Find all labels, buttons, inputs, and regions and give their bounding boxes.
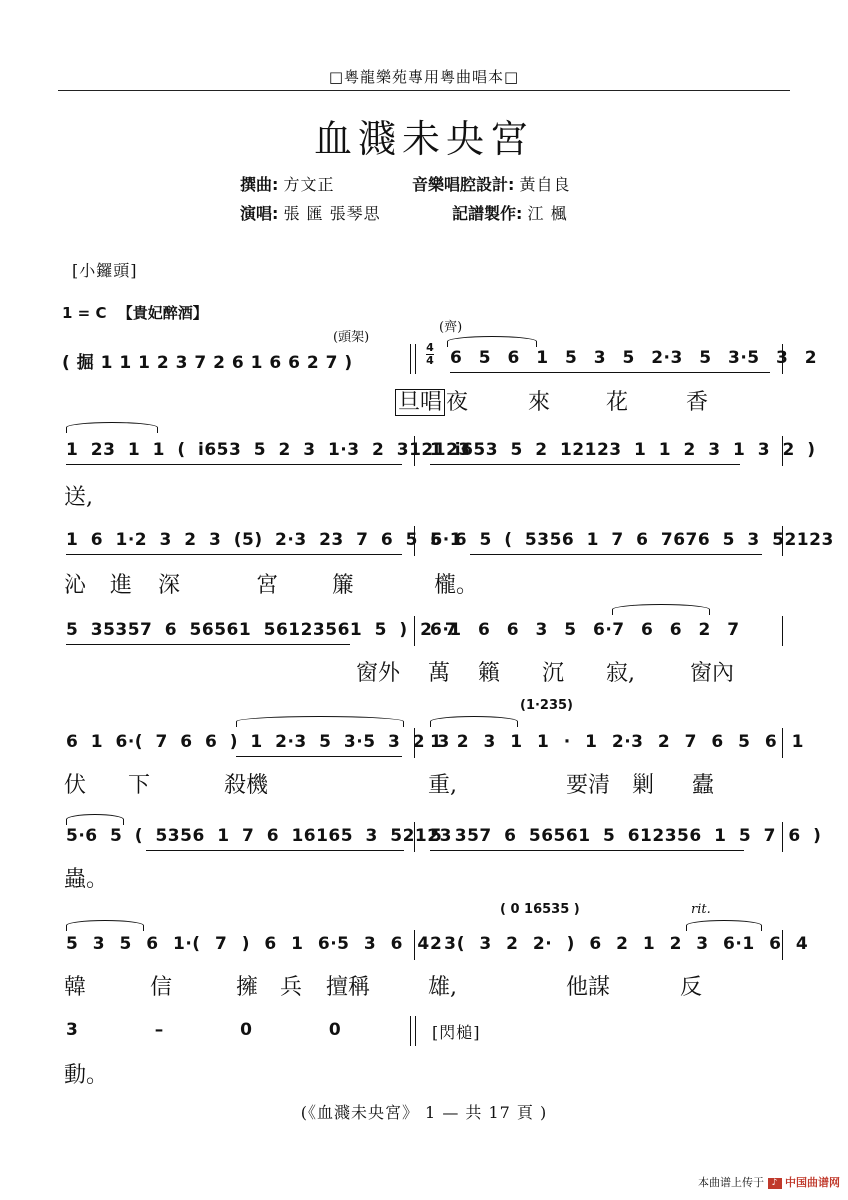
lyric: 擅稱 xyxy=(326,975,371,1000)
system-4-notes-b: 6·1 6 6 3 5 6·7 6 6 2 7 xyxy=(430,620,740,640)
end-marker: [閃槌] xyxy=(432,1023,481,1042)
singers-names: 張 匯 張琴思 xyxy=(283,204,381,223)
lyric: 萬 xyxy=(428,661,451,686)
lyric: 信 xyxy=(150,975,173,1000)
lyric: 籟 xyxy=(478,661,501,686)
barline xyxy=(782,436,783,466)
lyric: 擁 xyxy=(236,975,259,1000)
lyric: 來 xyxy=(528,390,551,415)
notation-name: 江 楓 xyxy=(527,204,568,223)
system-6-notes-b: 5 357 6 56561 5 612356 1 5 7 6 ) xyxy=(430,826,822,846)
lyric: 反 xyxy=(680,975,703,1000)
slur xyxy=(236,716,404,727)
key-signature xyxy=(62,302,208,323)
underline xyxy=(430,850,744,851)
notation-label: 記譜製作: xyxy=(452,204,523,223)
underline xyxy=(470,554,762,555)
lyric: 窗外 xyxy=(356,661,401,686)
slur xyxy=(66,920,144,931)
lyric: 宮 xyxy=(256,573,279,598)
lyric: 重, xyxy=(428,773,457,798)
composer-name: 方文正 xyxy=(283,175,335,194)
barline xyxy=(782,616,783,646)
underline xyxy=(450,372,770,373)
upload-text: 本曲谱上传于 xyxy=(698,1176,764,1189)
lyric: 蟲。 xyxy=(64,867,109,892)
system-8-notes: 3 – 0 0 xyxy=(66,1020,342,1040)
composer-credit xyxy=(240,172,335,195)
slur xyxy=(430,716,518,727)
lyric: 送, xyxy=(64,485,93,510)
series-title: □粵龍樂苑專用粵曲唱本□ xyxy=(328,68,520,86)
time-signature-top: 4 xyxy=(426,341,434,354)
vocal-design-credit xyxy=(412,172,571,195)
role-marker-label: 旦唱 xyxy=(395,389,445,416)
singers-credit xyxy=(240,201,381,224)
slur xyxy=(66,422,158,433)
page-title: 血濺未央宮 xyxy=(313,117,534,161)
site-name: 中国曲谱网 xyxy=(785,1176,840,1189)
underline xyxy=(66,644,350,645)
barline xyxy=(782,822,783,852)
lyric: 花 xyxy=(606,390,629,415)
barline xyxy=(414,930,415,960)
system-7-notes-b: 2 ( 3 2 2· ) 6 2 1 2 3 6·1 6 4 xyxy=(430,934,809,954)
lyric: 要清 xyxy=(566,773,611,798)
lyric: 蠹 xyxy=(692,773,715,798)
barline xyxy=(414,616,415,646)
key-label: 1 = C xyxy=(62,304,107,322)
time-signature xyxy=(426,342,434,367)
lyric: 雄, xyxy=(428,975,457,1000)
system-1-notes-b: 6 5 6 1 5 3 5 2·3 5 3·5 3 2 xyxy=(450,348,818,368)
singers-label: 演唱: xyxy=(240,204,279,223)
underline xyxy=(146,850,404,851)
system-7-notes-a: 5 3 5 6 1·( 7 ) 6 1 6·5 3 6 4 3 xyxy=(66,934,457,954)
system-2-notes-b: 1 i653 5 2 12123 1 1 2 3 1 3 2 ) xyxy=(430,440,816,460)
barline xyxy=(414,822,415,852)
role-marker xyxy=(395,385,445,416)
lyric: 兵 xyxy=(280,975,303,1000)
lyric: 窗內 xyxy=(690,661,735,686)
system-6-notes-a: 5·6 5 ( 5356 1 7 6 16165 3 52123 xyxy=(66,826,452,846)
barline xyxy=(782,526,783,556)
slur xyxy=(447,336,537,347)
tune-name: 【貴妃醉酒】 xyxy=(117,304,208,322)
lyric: 沁 xyxy=(64,573,87,598)
lyric: 香 xyxy=(686,390,709,415)
lyric: 深 xyxy=(158,573,181,598)
site-logo-icon: ♪ xyxy=(768,1178,782,1189)
double-barline xyxy=(410,344,416,374)
slur xyxy=(612,604,710,615)
lyric: 下 xyxy=(128,773,151,798)
site-credit xyxy=(698,1174,840,1190)
lyric: 進 xyxy=(110,573,133,598)
barline xyxy=(782,344,783,374)
system-5-notes-a: 6 1 6·( 7 6 6 ) 1 2·3 5 3·5 3 2 3 xyxy=(66,732,450,752)
page-footer: (《血濺未央宮》 1 — 共 17 頁 ) xyxy=(300,1103,548,1122)
underline xyxy=(430,464,740,465)
lyric: 殺機 xyxy=(224,773,269,798)
lyric: 沉 xyxy=(542,661,565,686)
lyric: 夜 xyxy=(446,390,469,415)
underline xyxy=(66,554,402,555)
system-5-notes-b: 1 2 3 1 1 · 1 2·3 2 7 6 5 6 1 xyxy=(430,732,804,752)
time-signature-bottom: 4 xyxy=(426,354,434,367)
annotation-grace: (1·235) xyxy=(520,698,574,713)
lyric: 伏 xyxy=(64,773,87,798)
annotation-grace: ( 0 16535 ) xyxy=(500,902,580,917)
notation-credit xyxy=(452,201,568,224)
annotation-qi: (齊) xyxy=(439,320,463,335)
double-barline xyxy=(410,1016,416,1046)
lyric: 韓 xyxy=(64,975,87,1000)
system-1-notes-a: ( 掘 1 1 1 2 3 7 2 6 1 6 6 2 7 ) xyxy=(62,353,353,373)
composer-label: 撰曲: xyxy=(240,175,279,194)
underline xyxy=(236,756,402,757)
system-4-notes-a: 5 35357 6 56561 56123561 5 ) 2 7 xyxy=(66,620,458,640)
vocal-design-label: 音樂唱腔設計: xyxy=(412,175,515,194)
ritardando-mark: rit. xyxy=(691,902,711,917)
intro-marker: [小鑼頭] xyxy=(72,261,138,280)
lyric: 剿 xyxy=(632,773,655,798)
vocal-design-name: 黃自良 xyxy=(519,175,571,194)
lyric: 動。 xyxy=(64,1063,109,1088)
barline xyxy=(414,526,415,556)
underline xyxy=(66,464,402,465)
lyric: 他謀 xyxy=(566,975,611,1000)
barline xyxy=(414,436,415,466)
annotation-toujia: (頭架) xyxy=(333,330,370,345)
barline xyxy=(782,930,783,960)
header-rule xyxy=(58,90,790,91)
lyric: 簾 xyxy=(332,573,355,598)
barline xyxy=(782,728,783,758)
lyric: 寂, xyxy=(606,661,635,686)
system-3-notes-a: 1 6 1·2 3 2 3 (5) 2·3 23 7 6 5 6·1 xyxy=(66,530,463,550)
lyric: 櫳。 xyxy=(434,573,479,598)
slur xyxy=(66,814,124,825)
slur xyxy=(686,920,762,931)
system-3-notes-b: 5 6 5 ( 5356 1 7 6 7676 5 3 52123 xyxy=(430,530,834,550)
barline xyxy=(414,728,415,758)
system-2-notes-a: 1 23 1 1 ( i653 5 2 3 1·3 2 312123 xyxy=(66,440,471,460)
